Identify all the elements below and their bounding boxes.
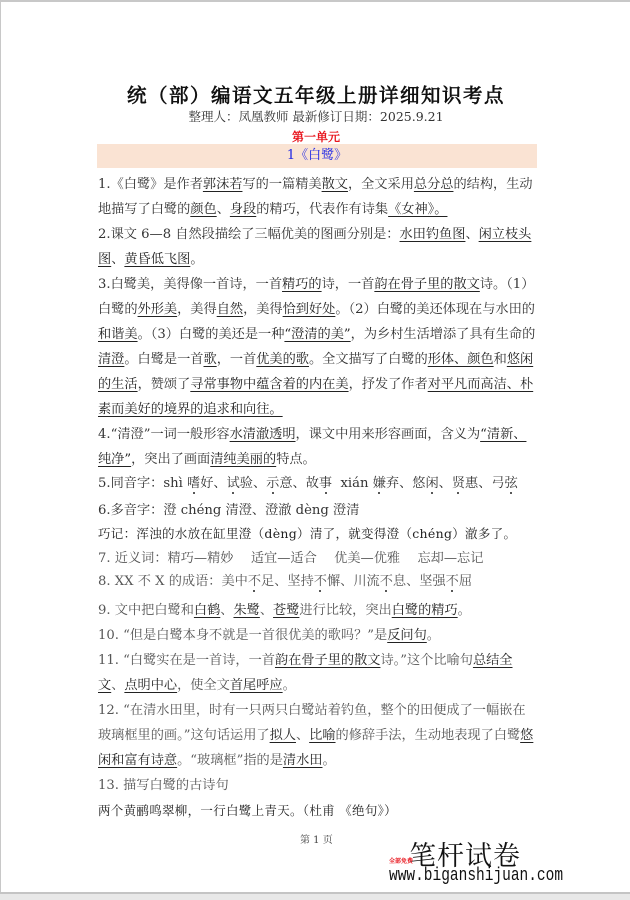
logo-url: www.biganshijuan.com [389, 866, 564, 886]
watermark-logo [389, 834, 564, 894]
point-10: 10. “但是白鹭本身不就是一首很优美的歌吗？”是反问句。 [98, 628, 440, 643]
document-subtitle: 整理人：凤凰教师 最新修订日期：2025.9.21 [188, 109, 444, 124]
point-13-title: 13. 描写白鹭的古诗句 [98, 778, 229, 793]
knowledge-points [98, 172, 538, 823]
unit-heading: 第一单元 [291, 130, 340, 144]
point-6-tip: 巧记：浑浊的水放在缸里澄（dèng）清了，就变得澄（chéng）澈多了。 [98, 526, 517, 541]
point-13-poem: 两个黄鹂鸣翠柳，一行白鹭上青天。（杜甫 《绝句》） [98, 803, 397, 818]
point-6: 6.多音字：澄 chéng 清澄、澄澈 dèng 澄清 [98, 503, 360, 518]
point-7: 7. 近义词：精巧—精妙 适宜—适合 优美—优雅 忘却—忘记 [98, 551, 484, 566]
point-5: 5.同音字：shì 嗜好、试验、示意、故事 xián 嫌弃、悠闲、贤惠、弓弦 [98, 476, 518, 491]
lesson-banner [97, 144, 537, 168]
document-page [0, 2, 630, 892]
document-title: 统（部）编语文五年级上册详细知识考点 [126, 84, 505, 107]
point-3: 3.白鹭美，美得像一首诗，一首精巧的诗，一首韵在骨子里的散文诗。（1）白鹭的外形美，美得自然，美得恰到好处。（2）白鹭的美还体现在与水田的和谐美。（3）白鹭的美还是一种“澄清的美”，为乡村生活增添了具有生命的清澄。白鹭是一首歌，一首优美的歌。全文描写了白鹭的形体、颜色和悠闲的生活，赞颂了寻常事物中蕴含着的内在美，抒发了作者对平凡而高洁、朴素而美好的境界的追求和向往。 [98, 277, 536, 417]
logo-text: 笔杆试卷 [409, 841, 521, 872]
point-8: 8. XX 不 X 的成语：美中不足、坚持不懈、川流不息、坚强不屈 [98, 574, 473, 589]
page-gap [0, 892, 630, 900]
lesson-title: 1《白鹭》 [286, 148, 348, 163]
logo-tag: 全部免费 [389, 858, 414, 865]
point-1: 1.《白鹭》是作者郭沫若写的一篇精美散文，全文采用总分总的结构，生动地描写了白鹭的颜色、身段的精巧，代表作有诗集《女神》。 [98, 177, 533, 217]
point-2: 2.课文 6—8 自然段描绘了三幅优美的图画分别是：水田钓鱼图、闲立枝头图、黄昏低飞图。 [98, 227, 532, 267]
point-12: 12. “在清水田里，时有一只两只白鹭站着钓鱼，整个的田便成了一幅嵌在玻璃框里的画。”这句话运用了拟人、比喻的修辞手法，生动地表现了白鹭悠闲和富有诗意。“玻璃框”指的是清水田。 [98, 703, 534, 768]
point-9: 9. 文中把白鹭和白鹤、朱鹭、苍鹭进行比较，突出白鹭的精巧。 [98, 603, 471, 618]
page-number: 第 1 页 [300, 835, 333, 846]
point-4: 4.“清澄”一词一般形容水清澈透明，课文中用来形容画面，含义为“清新、纯净”，突出了画面清纯美丽的特点。 [98, 427, 527, 467]
point-11: 11. “白鹭实在是一首诗，一首韵在骨子里的散文诗。”这个比喻句总结全文、点明中心，使全文首尾呼应。 [98, 653, 513, 693]
